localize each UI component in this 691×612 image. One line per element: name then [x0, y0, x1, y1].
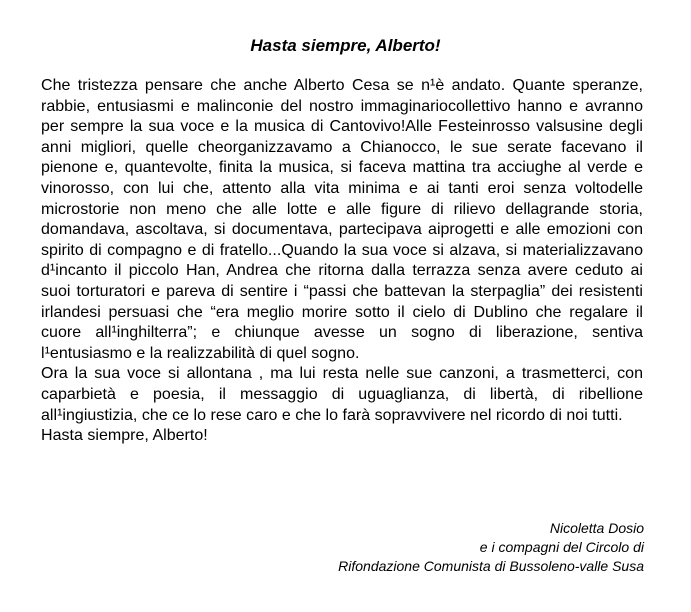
document-title: Hasta siempre, Alberto! [250, 36, 441, 55]
signature-block [338, 519, 644, 576]
closing-line: Hasta siempre, Alberto! [41, 427, 208, 445]
paragraph-second: Ora la sua voce si allontana , ma lui resta nelle sue canzoni, a trasmetterci, con caparbietà e poesia, il messaggio di uguaglianza, di libertà, di ribellione all¹ingiustizia, che ce lo rese caro e che lo farà sopravvivere nel ricordo di noi tutti. [41, 365, 643, 424]
signature-organization: Rifondazione Comunista di Bussoleno-valle Susa [338, 558, 644, 574]
document-body [41, 76, 643, 447]
signature-name: Nicoletta Dosio [549, 520, 644, 536]
signature-group: e i compagni del Circolo di [479, 539, 644, 555]
paragraph-main: Che tristezza pensare che anche Alberto Cesa se n¹è andato. Quante speranze, rabbie, entusiasmi e malinconie del nostro immaginariocollettivo hanno e avranno per sempre la sua voce e la musica di Cantovivo!Alle Festeinrosso valsusine degli anni migliori, quelle cheorganizzavamo a Chianocco, le sue serate facevano il pienone e, quantevolte, finita la musica, si faceva mattina tra acciughe al verde e vinorosso, con lui che, attento alla vita minima e ai tanti eroi senza voltodelle microstorie non meno che alle lotte e alle figure di rilievo dellagrande storia, domandava, ascoltava, si documentava, partecipava aiprogetti e alle emozioni con spirito di compagno e di fratello...Quando la sua voce si alzava, si materializzavano d¹incanto il piccolo Han, Andrea che ritorna dalla terrazza senza avere ceduto ai suoi torturatori e pareva di sentire i “passi che battevan la sterpaglia” dei resistenti irlandesi persuasi che “era meglio morire sotto il cielo di Dublino che regalare il cuore all¹inghilterra”; e chiunque avesse un sogno di liberazione, sentiva l¹entusiasmo e la realizzabilità di quel sogno. [41, 77, 643, 362]
